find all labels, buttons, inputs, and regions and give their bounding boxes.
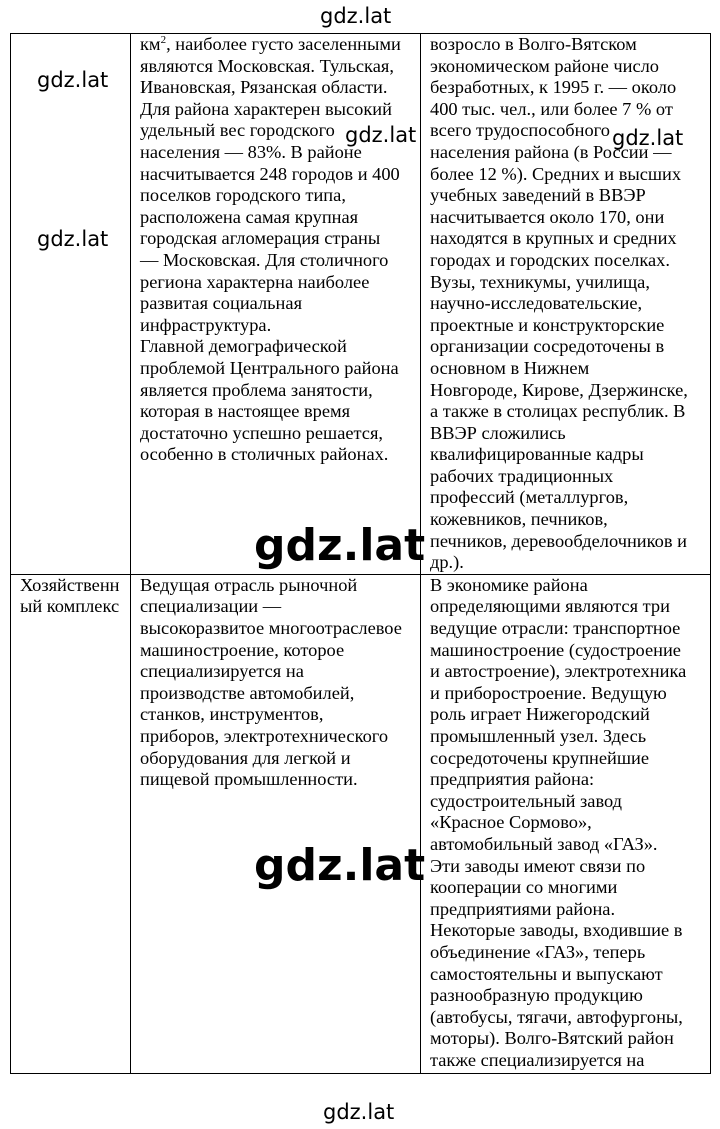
volga-vyatka-cell — [421, 34, 711, 575]
text-line: учебных заведений в ВВЭР — [430, 185, 646, 206]
text-line: организации сосредоточены в — [430, 336, 665, 357]
watermark-mid: gdz.lat — [345, 123, 417, 147]
text-line: (автобусы, тягачи, автофургоны, — [430, 1006, 683, 1027]
text-line: городах и городских поселках. — [430, 249, 670, 270]
text-line: $км^2$, наиболее густо заселенными — [140, 33, 401, 54]
text-line: специализации — — [140, 596, 282, 617]
volga-vyatka-economy-text — [430, 575, 706, 1072]
text-line: более 12 %). Средних и высших — [430, 163, 682, 184]
text-line: особенно в столичных районах. — [140, 444, 389, 465]
central-economy-text — [140, 575, 416, 791]
row-label-cell — [11, 34, 131, 575]
text-line: самостоятельны и выпускают — [430, 963, 663, 984]
text-line: Ведущая отрасль рыночной — [140, 574, 358, 595]
text-line: проектные и конструкторские — [430, 314, 665, 335]
text-line: а также в столицах республик. В — [430, 401, 686, 422]
text-line: приборов, электротехнического — [140, 726, 389, 746]
text-line: и приборостроение. Ведущую — [430, 682, 667, 703]
text-line: В экономике района — [430, 574, 588, 595]
text-line: Некоторые заводы, входившие в — [430, 920, 683, 941]
text-line: разнообразную продукцию — [430, 985, 643, 1006]
central-region-text — [140, 56, 416, 466]
text-line: др.). — [430, 552, 464, 573]
text-line: поселков городского типа, — [140, 185, 346, 206]
watermark-left-1: gdz.lat — [37, 68, 109, 92]
text-line: предприятия района: — [430, 769, 595, 790]
text-line: квалифицированные кадры — [430, 444, 644, 465]
text-line: пищевой промышленности. — [140, 769, 358, 790]
text-line: станков, инструментов, — [140, 704, 324, 725]
text-line: Вузы, техникумы, училища, — [430, 271, 650, 292]
text-line: Ивановская, Рязанская области. — [140, 77, 388, 98]
text-line: «Красное Сормово», — [430, 812, 592, 833]
text-line: машиностроение (судостроение — [430, 639, 681, 660]
text-line: машиностроение, которое — [140, 639, 345, 660]
volga-vyatka-text — [430, 34, 706, 574]
watermark-large-1: gdz.lat — [254, 520, 426, 571]
text-line: специализируется на — [140, 661, 304, 682]
text-line: автомобильный завод «ГАЗ». — [430, 833, 658, 854]
text-line: которая в настоящее время — [140, 401, 351, 422]
text-line: оборудования для легкой и — [140, 747, 351, 768]
text-line: ый комплекс — [20, 596, 120, 617]
text-line: Хозяйственн — [20, 574, 120, 595]
text-line: безработных, к 1995 г. — около — [430, 77, 677, 98]
text-line: основном в Нижнем — [430, 357, 590, 378]
text-line: 400 тыс. чел., или более 7 % от — [430, 98, 673, 119]
text-line: промышленный узел. Здесь — [430, 726, 647, 746]
economic-complex-label — [20, 575, 126, 618]
watermark-bottom: gdz.lat — [323, 1100, 395, 1124]
text-line: кожевников, печников, — [430, 509, 608, 530]
volga-vyatka-economy-cell — [421, 574, 711, 1073]
text-line: является проблема занятости, — [140, 379, 373, 400]
text-line: Новгороде, Кирове, Дзержинске, — [430, 379, 688, 400]
text-line: и автостроение), электротехника — [430, 661, 687, 682]
table-row — [11, 34, 711, 575]
text-line: возросло в Волго-Вятском — [430, 34, 637, 54]
watermark-top: gdz.lat — [320, 4, 392, 28]
text-line: удельный вес городского — [140, 120, 335, 141]
text-line: ВВЭР сложились — [430, 422, 566, 443]
text-line: моторы). Волго-Вятский район — [430, 1028, 674, 1049]
text-line: городская агломерация страны — [140, 228, 381, 249]
watermark-large-2: gdz.lat — [254, 840, 426, 891]
central-region-cell — [131, 34, 421, 575]
text-line: всего трудоспособного — [430, 120, 610, 141]
text-line: кооперации со многими — [430, 877, 618, 898]
text-line: предприятиями района. — [430, 898, 616, 919]
text-line: судостроительный завод — [430, 790, 623, 811]
text-line: также специализируется на — [430, 1049, 645, 1070]
text-line: профессий (металлургов, — [430, 487, 629, 508]
text-line: производстве автомобилей, — [140, 682, 355, 703]
text-line: рабочих традиционных — [430, 465, 614, 486]
text-line: ведущие отрасли: транспортное — [430, 618, 681, 639]
text-line: — Московская. Для столичного — [140, 249, 389, 270]
text-line: Главной демографической — [140, 336, 347, 357]
text-line: находятся в крупных и средних — [430, 228, 677, 249]
text-line: насчитывается около 170, они — [430, 206, 665, 227]
text-line: достаточно успешно решается, — [140, 422, 384, 443]
text-line: высокоразвитое многоотраслевое — [140, 618, 402, 639]
text-line: насчитывается 248 городов и 400 — [140, 163, 400, 184]
watermark-right: gdz.lat — [612, 126, 684, 150]
text-line: развитая социальная — [140, 293, 303, 314]
text-line: экономическом районе число — [430, 55, 659, 76]
table-row — [11, 574, 711, 1073]
text-line: населения района (в России — — [430, 141, 672, 162]
watermark-left-2: gdz.lat — [37, 227, 109, 251]
row-label-cell — [11, 574, 131, 1073]
text-line: роль играет Нижегородский — [430, 704, 650, 725]
text-line: определяющими являются три — [430, 596, 670, 617]
text-line: расположена самая крупная — [140, 206, 359, 227]
central-economy-cell — [131, 574, 421, 1073]
text-line: инфраструктура. — [140, 314, 272, 335]
text-line: населения — 83%. В районе — [140, 141, 362, 162]
text-line: Для района характерен высокий — [140, 98, 392, 119]
text-line: печников, деревообделочников и — [430, 530, 687, 551]
text-line: научно-исследовательские, — [430, 293, 643, 314]
text-line: региона характерна наиболее — [140, 271, 370, 292]
text-line: Эти заводы имеют связи по — [430, 855, 646, 876]
text-line: проблемой Центрального района — [140, 357, 399, 378]
text-line: являются Московская. Тульская, — [140, 55, 394, 76]
text-line: сосредоточены крупнейшие — [430, 747, 650, 768]
text-line: объединение «ГАЗ», теперь — [430, 941, 646, 962]
